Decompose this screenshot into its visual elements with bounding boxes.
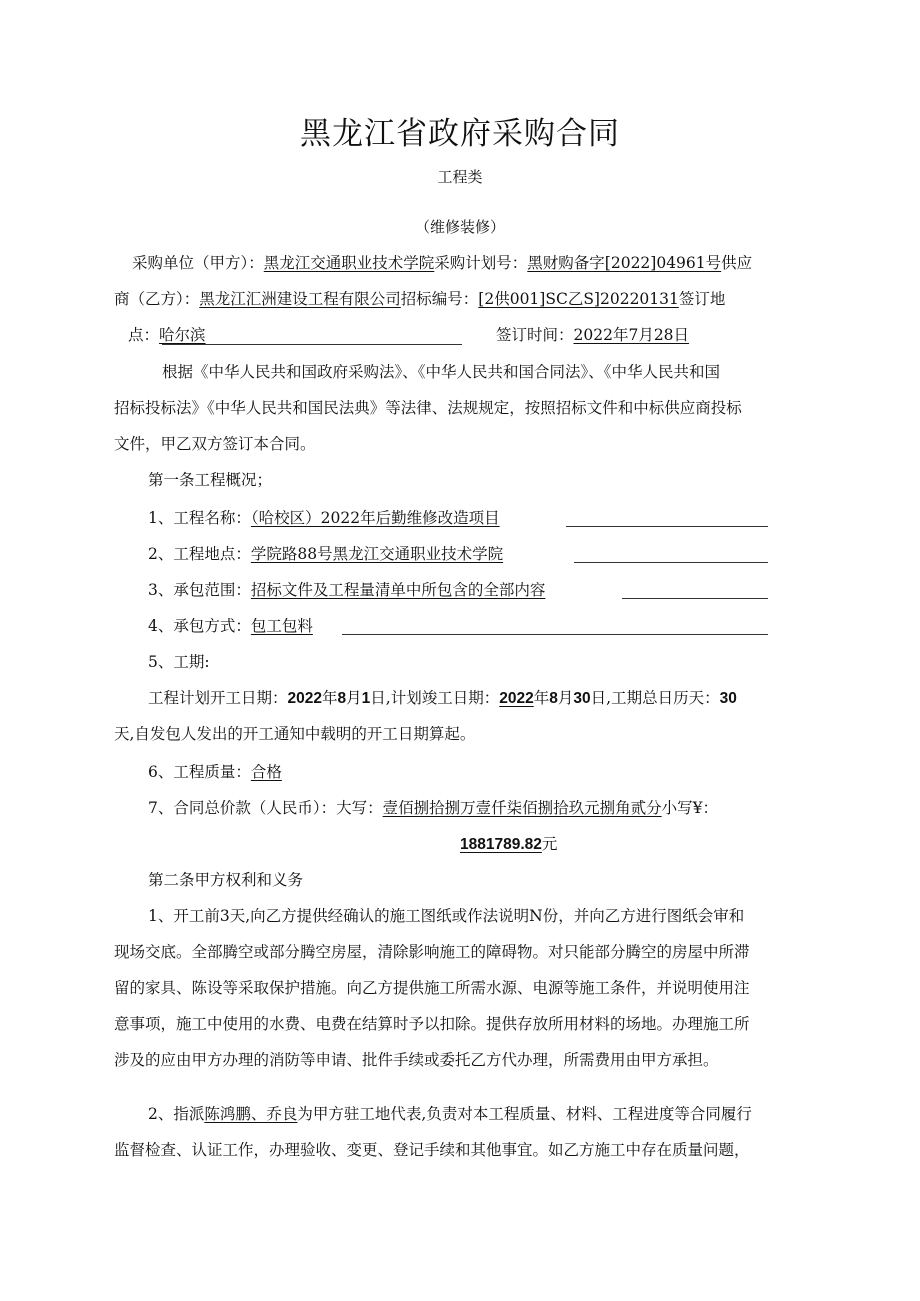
mode-row bbox=[148, 616, 313, 636]
start-month-unit: 月 bbox=[346, 689, 362, 707]
schedule-row bbox=[148, 688, 737, 709]
place-label-b: 点： bbox=[128, 326, 160, 344]
project-name-row bbox=[148, 508, 500, 528]
header-line-2 bbox=[114, 289, 725, 309]
article1-heading: 第一条工程概况； bbox=[148, 471, 273, 489]
project-name-underline bbox=[566, 526, 768, 527]
article2-p1-line5: 涉及的应由甲方办理的消防等申请、批件手续或委托乙方代办理，所需费用由甲方承担。 bbox=[114, 1051, 719, 1069]
intro-line-3: 文件，甲乙双方签订本合同。 bbox=[114, 435, 316, 453]
p2-prefix: 2、指派 bbox=[148, 1105, 205, 1123]
contract-category: （维修装修） bbox=[414, 218, 505, 236]
quality-label: 6、工程质量： bbox=[148, 763, 251, 781]
end-day-unit: 日 bbox=[590, 689, 607, 707]
total-days: 30 bbox=[719, 690, 737, 707]
place-underline bbox=[162, 344, 462, 345]
article2-p1-line3: 留的家具、陈设等采取保护措施。向乙方提供施工所需水源、电源等施工条件，并说明使用注 bbox=[114, 979, 750, 997]
quality-row bbox=[148, 762, 282, 782]
article2-p1-line1: 1、开工前3天,向乙方提供经确认的施工图纸或作法说明N份，并向乙方进行图纸会审和 bbox=[148, 907, 745, 925]
start-month: 8 bbox=[337, 690, 347, 707]
sign-place: 哈尔滨 bbox=[159, 326, 206, 344]
price-row bbox=[148, 798, 718, 818]
start-label: 工程计划开工日期： bbox=[148, 689, 288, 707]
bid-number: [2供001]SC乙S]20220131 bbox=[478, 290, 679, 308]
contract-subtitle: 工程类 bbox=[437, 168, 483, 186]
buyer-label: 采购单位（甲方）： bbox=[132, 254, 264, 272]
period-note: 天,自发包人发出的开工通知中载明的开工日期算起。 bbox=[114, 725, 476, 743]
contract-title: 黑龙江省政府采购合同 bbox=[300, 116, 620, 152]
sign-date: 2022年7月28日 bbox=[573, 326, 690, 344]
mode-label: 4、承包方式： bbox=[148, 617, 251, 635]
intro-line-1: 根据《中华人民共和国政府采购法》、《中华人民共和国合同法》、《中华人民共和国 bbox=[162, 363, 721, 381]
project-name: （哈校区）2022年后勤维修改造项目 bbox=[250, 509, 500, 527]
site-representatives: 陈鸿鹏、乔良 bbox=[204, 1105, 298, 1123]
end-year-unit: 年 bbox=[533, 689, 550, 707]
start-year-unit: 年 bbox=[322, 689, 338, 707]
period-label: 5、工期: bbox=[148, 653, 210, 671]
start-day-unit: 日 bbox=[370, 689, 386, 707]
end-year: 2022 bbox=[499, 690, 534, 707]
plan-number: 黑财购备字[2022]04961号 bbox=[527, 254, 722, 272]
header-line-1 bbox=[132, 253, 752, 273]
supplier-name: 黑龙江汇洲建设工程有限公司 bbox=[199, 290, 401, 308]
intro-line-2: 招标投标法》《中华人民共和国民法典》等法律、法规规定，按照招标文件和中标供应商投标 bbox=[114, 399, 742, 417]
end-label: ,计划竣工日期： bbox=[385, 689, 500, 707]
scope-underline bbox=[622, 598, 768, 599]
scope-label: 3、承包范围： bbox=[148, 581, 251, 599]
place-label-a: 签订地 bbox=[678, 290, 726, 308]
project-site-row bbox=[148, 544, 503, 564]
header-line-3 bbox=[128, 325, 206, 345]
total-days-label: ,工期总日历天： bbox=[606, 689, 720, 707]
price-label: 7、合同总价款（人民币）：大写： bbox=[148, 799, 383, 817]
price-small-label: 小写¥： bbox=[661, 799, 719, 817]
end-month-unit: 月 bbox=[557, 689, 574, 707]
end-month: 8 bbox=[549, 690, 558, 707]
article2-heading: 第二条甲方权利和义务 bbox=[148, 871, 304, 889]
article2-p1-line2: 现场交底。全部腾空或部分腾空房屋，清除影响施工的障碍物。对只能部分腾空的房屋中所滞 bbox=[114, 943, 750, 961]
article2-p2-line2: 监督检查、认证工作，办理验收、变更、登记手续和其他事宜。如乙方施工中存在质量问题， bbox=[114, 1141, 750, 1159]
quality-value: 合格 bbox=[250, 763, 282, 781]
bid-label: 招标编号： bbox=[400, 290, 479, 308]
buyer-name: 黑龙江交通职业技术学院 bbox=[263, 254, 435, 272]
project-name-label: 1、工程名称： bbox=[148, 509, 251, 527]
plan-label: 采购计划号： bbox=[434, 254, 528, 272]
project-site-underline bbox=[574, 562, 768, 563]
start-day: 1 bbox=[361, 690, 371, 707]
supplier-label-b: 商（乙方）： bbox=[114, 290, 200, 308]
price-number: 1881789.82 bbox=[460, 836, 542, 853]
start-year: 2022 bbox=[287, 690, 322, 707]
scope-value: 招标文件及工程量清单中所包含的全部内容 bbox=[250, 581, 546, 599]
sign-date-line bbox=[496, 325, 689, 345]
end-day: 30 bbox=[573, 690, 591, 707]
project-site-label: 2、工程地点： bbox=[148, 545, 251, 563]
supplier-label-a: 供应 bbox=[721, 254, 753, 272]
scope-row bbox=[148, 580, 545, 600]
price-number-row bbox=[460, 834, 557, 855]
article2-p2-line1 bbox=[148, 1104, 752, 1124]
p2-rest: 为甲方驻工地代表,负责对本工程质量、材料、工程进度等合同履行 bbox=[297, 1105, 752, 1123]
price-upper: 壹佰捌拾捌万壹仟柒佰捌拾玖元捌角贰分 bbox=[382, 799, 662, 817]
mode-value: 包工包料 bbox=[250, 617, 313, 635]
price-unit: 元 bbox=[541, 835, 558, 853]
date-label: 签订时间： bbox=[496, 326, 574, 344]
project-site: 学院路88号黑龙江交通职业技术学院 bbox=[250, 545, 504, 563]
mode-underline bbox=[342, 634, 768, 635]
article2-p1-line4: 意事项，施工中使用的水费、电费在结算时予以扣除。提供存放所用材料的场地。办理施工所 bbox=[114, 1015, 750, 1033]
